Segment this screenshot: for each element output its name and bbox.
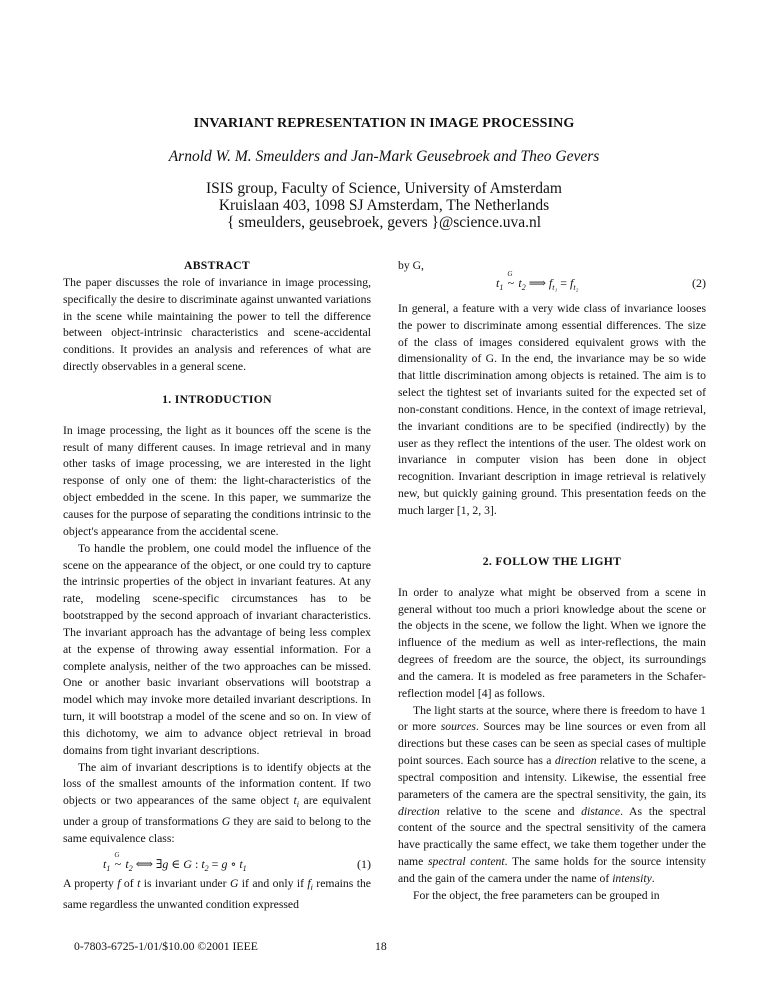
author-list: Arnold W. M. Smeulders and Jan-Mark Geusebroek and Theo Gevers — [168, 148, 600, 165]
left-column — [63, 258, 371, 914]
paper-title: INVARIANT REPRESENTATION IN IMAGE PROCESSING — [193, 116, 575, 131]
intro-paragraph-1: In image processing, the light as it bounces off the scene is the result of many different causes. In image retrieval and in many other tasks of image processing, we are interested in the light response of only one of them: the light-characteristics of the object embedded in the scene. In this paper, we summarize the causes for the purpose of separating the conditions intrinsic to the object's appearance from the accidental scene. — [63, 423, 371, 538]
affiliation-line-1: ISIS group, Faculty of Science, University of Amsterdam — [205, 180, 562, 197]
by-g-text: by G, — [398, 259, 424, 272]
abstract-text: The paper discusses the role of invariance in image processing, specifically the desire to discriminate against unwanted variations in the scene while maintaining the power to tell the difference between object-intrinsic characteristics and scene-accidental conditions. It provides an analysis and references of what are directly observables in a general scene. — [63, 275, 371, 374]
light-paragraph-3: For the object, the free parameters can be grouped in — [413, 888, 660, 902]
equation-1: $t_1$ ~ G $t_2$ ⟺ ∃g ∈ G : $t_2 = g$ ∘ $t_1$ (1) — [103, 850, 371, 873]
equation-1-number: (1) — [357, 856, 371, 871]
page-number: 18 — [375, 940, 387, 953]
light-paragraph-1: In order to analyze what might be observed from a scene in general without too much a priori knowledge about the scene or the objects in the scene, we follow the light. When we ignore the influence of the medium as well as inter-reflections, the main degrees of freedom are the source, the object, its surroundings and the camera. It is modeled as free parameters in the Schafer-reflection model [4] as follows. — [398, 585, 706, 700]
invariance-paragraph: In general, a feature with a very wide class of invariance looses the power to discriminate among essential differences. The size of the class of images considered equivalent grows with the dimensionality of G. In the end, the invariance may be so wide that little discrimination among objects is retained. The aim is to select the tightest set of invariants suited for the expected set of non-constant conditions. Hence, in the context of image retrieval, the invariant conditions are to be specified (indirectly) by the user as they reflect the intentions of the user. The oldest work on invariance in computer vision has been done in object recognition. Invariant description in image retrieval is relatively new, but quickly gaining ground. This presentation feeds on the much larger [1, 2, 3]. — [398, 301, 706, 517]
light-paragraph-2: The light starts at the source, where there is freedom to have 1 or more sources. Sources may be line sources or even from all directions but these cases can be seen as special cases of multiple point sources. Each source has a direction relative to the scene, a spectral composition and intensity. Likewise, the essential free parameters of the camera are the spectral sensitivity, the gain, its direction relative to the scene and distance. As the spectral content of the source and the spectral sensitivity of the camera have practically the same effect, we take them together under the name spectral content. The same holds for the source intensity and the gain of the camera under the name of intensity. — [398, 703, 707, 885]
section-1-heading: 1. INTRODUCTION — [162, 392, 272, 406]
equation-2-number: (2) — [692, 275, 706, 290]
intro-paragraph-3: The aim of invariant descriptions is to identify objects at the loss of the smallest amounts of the information content. If two objects or two appearances of the same object $t_i$ are equivalent under a group of transformations G they are said to belong to the same equivalence class: — [63, 760, 371, 845]
equation-2: $t_1$ ~ G $t_2$ ⟹ $f_{t_1} = f_{t_2}$ (2) — [496, 269, 706, 292]
section-2-heading: 2. FOLLOW THE LIGHT — [482, 554, 622, 568]
affiliation-line-2: Kruislaan 403, 1098 SJ Amsterdam, The Netherlands — [218, 197, 550, 214]
right-column — [398, 258, 706, 905]
intro-paragraph-4: A property f of t is invariant under G if and only if $f_i$ remains the same regardless the unwanted condition expressed — [63, 876, 371, 911]
affiliation-email: { smeulders, geusebroek, gevers }@science.uva.nl — [226, 214, 542, 231]
abstract-heading: ABSTRACT — [183, 259, 251, 272]
copyright-footer: 0-7803-6725-1/01/$10.00 ©2001 IEEE — [74, 940, 258, 953]
intro-paragraph-2: To handle the problem, one could model the influence of the scene on the appearance of the object, or one could try to capture the intrinsic properties of the object in invariant features. At any rate, modeling scene-specific circumstances has to be bootstrapped by the second approach of invariant characteristics. The invariant approach has the advantage of being less complex at the expense of throwing away essential information. For a complete analysis, neither of the two approaches can be missed. One or another basic invariant observations will bootstrap a model which may invoke more detailed invariant descriptions. In turn, it will bootstrap a model of the scene and so on. In view of this dichotomy, we aim to advance object retrieval in broad domains from tight invariant descriptions. — [63, 541, 371, 757]
